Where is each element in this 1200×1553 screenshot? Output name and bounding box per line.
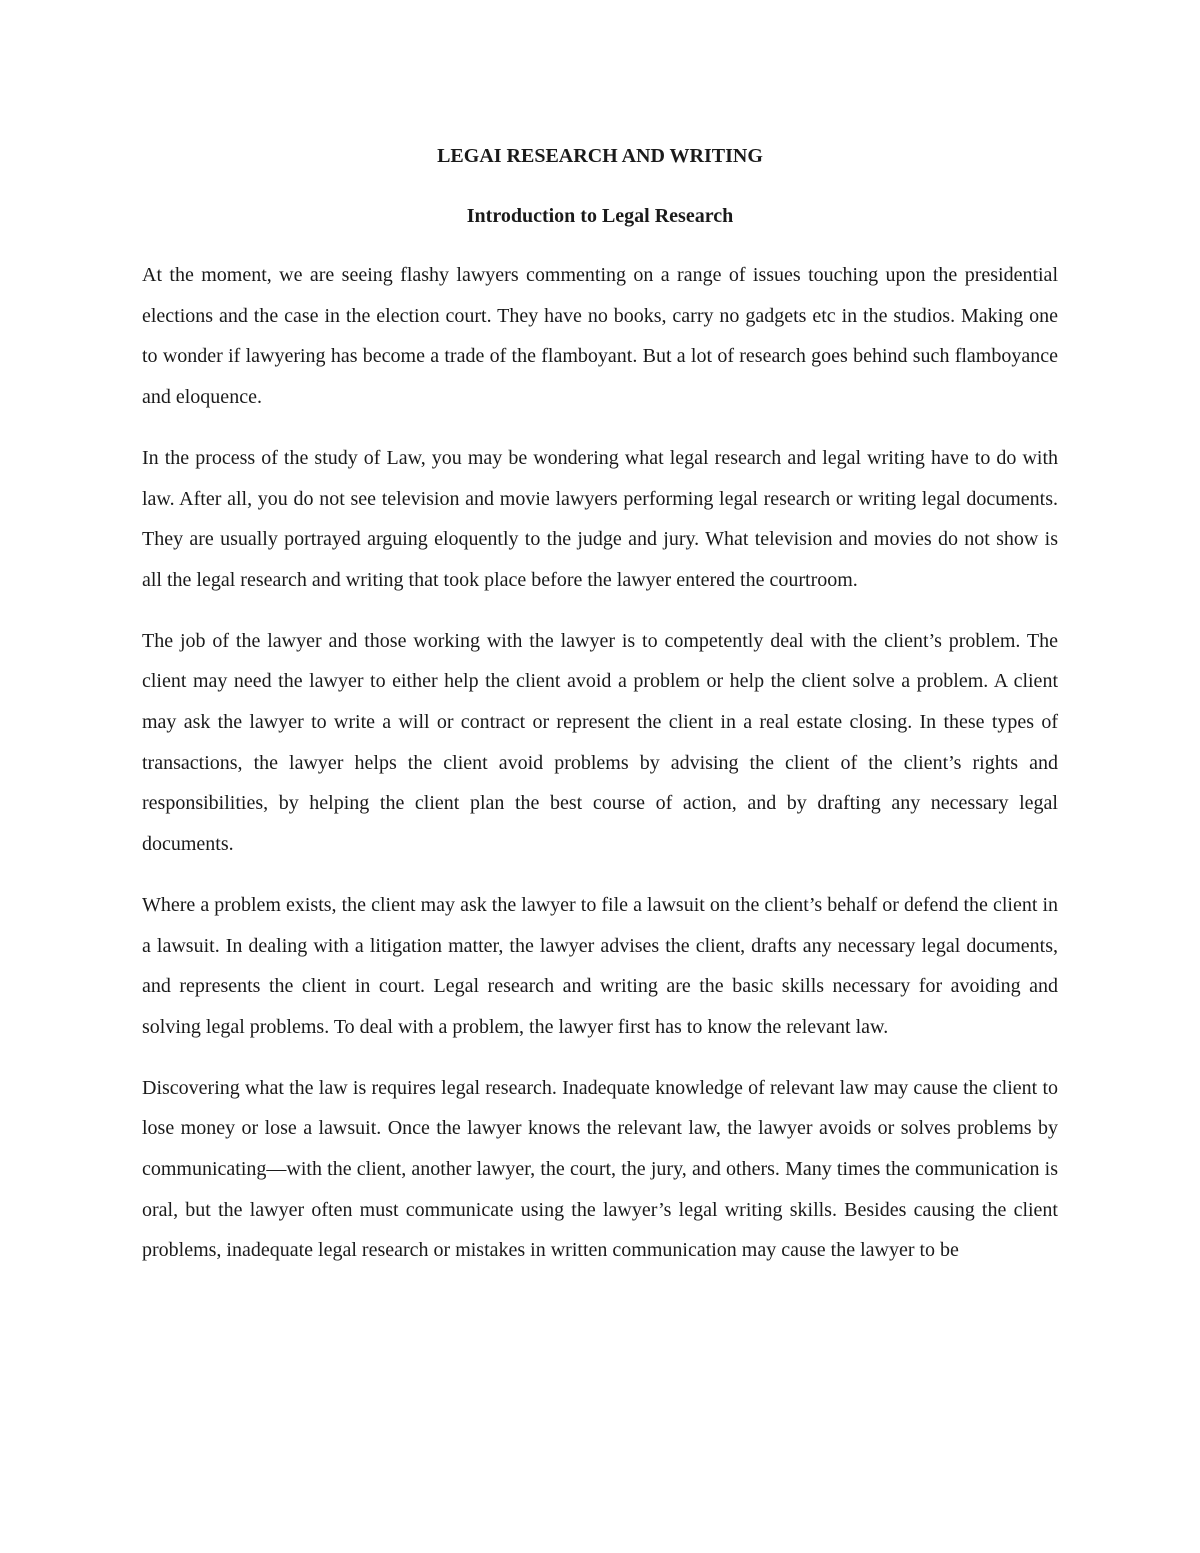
paragraph-3: The job of the lawyer and those working with the lawyer is to competently deal with the client’s problem. The client may need the lawyer to either help the client avoid a problem or help the client solve a problem. A client may ask the lawyer to write a will or contract or represent the client in a real estate closing. In these types of transactions, the lawyer helps the client avoid problems by advising the client of the client’s rights and responsibilities, by helping the client plan the best course of action, and by drafting any necessary legal documents. [142, 629, 1058, 856]
paragraph-1: At the moment, we are seeing flashy lawyers commenting on a range of issues touching upon the presidential elections and the case in the election court. They have no books, carry no gadgets etc in the studios. Making one to wonder if lawyering has become a trade of the flamboyant. But a lot of research goes behind such flamboyance and eloquence. [142, 264, 1058, 409]
section-heading: Introduction to Legal Research [466, 205, 734, 227]
paragraph-2: In the process of the study of Law, you may be wondering what legal research and legal writing have to do with law. After all, you do not see television and movie lawyers performing legal research or writing legal documents. They are usually portrayed arguing eloquently to the judge and jury. What television and movies do not show is all the legal research and writing that took place before the lawyer entered the courtroom. [142, 446, 1058, 591]
document-title: LEGAI RESEARCH AND WRITING [437, 145, 763, 167]
paragraph-5: Discovering what the law is requires legal research. Inadequate knowledge of relevant law may cause the client to lose money or lose a lawsuit. Once the lawyer knows the relevant law, the lawyer avoids or solves problems by communicating—with the client, another lawyer, the court, the jury, and others. Many times the communication is oral, but the lawyer often must communicate using the lawyer’s legal writing skills. Besides causing the client problems, inadequate legal research or mistakes in written communication may cause the lawyer to be [142, 1076, 1058, 1262]
paragraph-4: Where a problem exists, the client may ask the lawyer to file a lawsuit on the client’s behalf or defend the client in a lawsuit. In dealing with a litigation matter, the lawyer advises the client, drafts any necessary legal documents, and represents the client in court. Legal research and writing are the basic skills necessary for avoiding and solving legal problems. To deal with a problem, the lawyer first has to know the relevant law. [142, 893, 1058, 1038]
document-body [142, 140, 1058, 1271]
